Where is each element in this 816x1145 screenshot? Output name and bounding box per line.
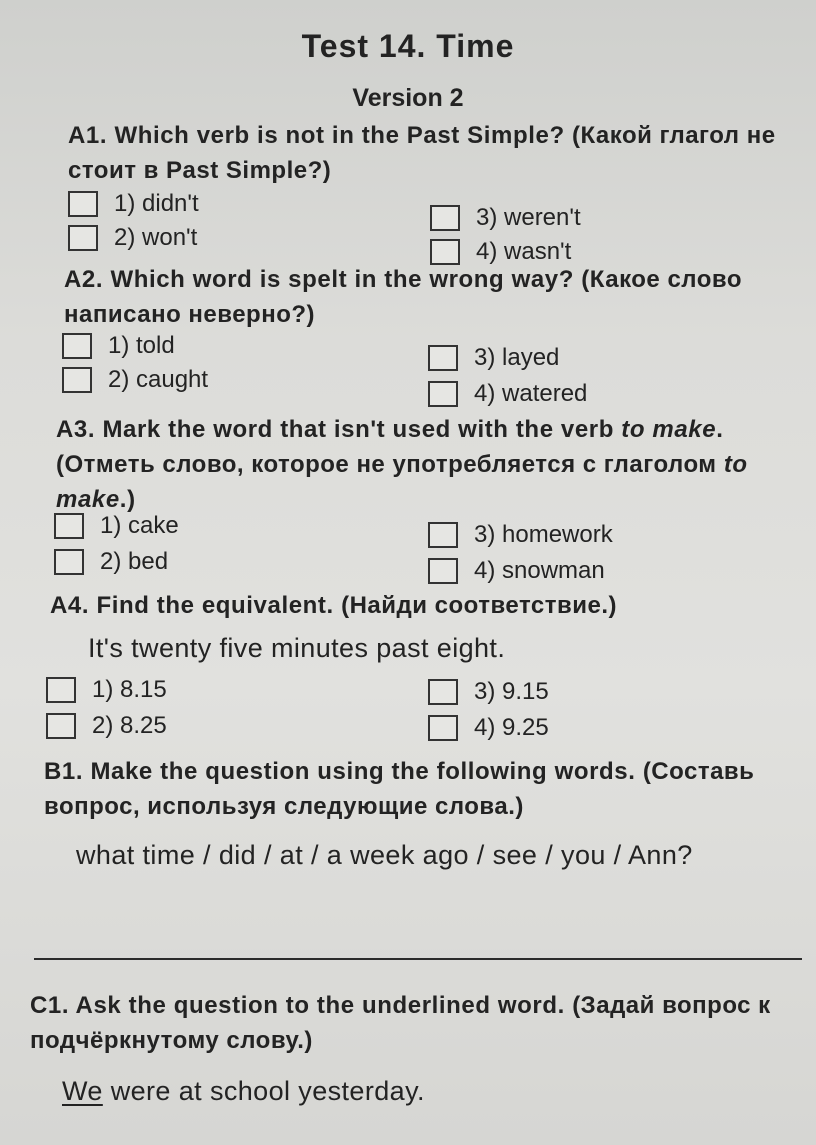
verb-italic: to make	[621, 416, 717, 443]
question-text-en: Make the question using the following words.	[90, 758, 636, 785]
checkbox[interactable]	[428, 558, 458, 584]
answer-option-a3-2[interactable]: 2) bed	[54, 548, 168, 576]
answer-option-a3-4[interactable]: 4) snowman	[428, 557, 605, 585]
answer-option-a4-4[interactable]: 4) 9.25	[428, 714, 549, 742]
b1-word-prompt: what time / did / at / a week ago / see / you / Ann?	[76, 840, 693, 870]
checkbox[interactable]	[54, 513, 84, 539]
checkbox[interactable]	[46, 677, 76, 703]
question-number: C1.	[30, 992, 70, 1019]
checkbox[interactable]	[428, 381, 458, 407]
underlined-word: We	[62, 1076, 103, 1106]
question-text-ru: (Отметь слово, которое не употребляется с глаголом	[56, 451, 717, 478]
answer-option-a2-3[interactable]: 3) layed	[428, 344, 559, 372]
question-text-ru: (Какой глагол не стоит в Past Simple?)	[68, 122, 776, 184]
checkbox[interactable]	[428, 345, 458, 371]
verb-italic-ru: to make	[56, 451, 748, 513]
answer-option-a1-1[interactable]: 1) didn't	[68, 190, 199, 218]
checkbox[interactable]	[428, 715, 458, 741]
answer-option-a1-4[interactable]: 4) wasn't	[430, 238, 571, 266]
question-text-ru: (Составь вопрос, используя следующие слова.)	[44, 758, 755, 820]
test-version: Version 2	[352, 84, 464, 112]
answer-option-a3-3[interactable]: 3) homework	[428, 521, 613, 549]
answer-option-a3-1[interactable]: 1) cake	[54, 512, 179, 540]
question-text-en: Find the equivalent.	[96, 592, 334, 619]
c1-sentence	[62, 1076, 425, 1107]
question-number: A3.	[56, 416, 96, 443]
question-a1	[68, 118, 788, 188]
checkbox[interactable]	[46, 713, 76, 739]
question-a2	[64, 262, 784, 332]
answer-option-a2-1[interactable]: 1) told	[62, 332, 175, 360]
answer-option-a4-1[interactable]: 1) 8.15	[46, 676, 167, 704]
question-text-en: Which verb is not in the Past Simple?	[114, 122, 565, 149]
checkbox[interactable]	[62, 333, 92, 359]
question-a3: A3. Mark the word that isn't used with the verb to make. (Отметь слово, которое не употребляется с глаголом to make.)	[56, 416, 748, 513]
checkbox[interactable]	[428, 522, 458, 548]
question-text-en: Which word is spelt in the wrong way?	[110, 266, 575, 293]
answer-option-a1-3[interactable]: 3) weren't	[430, 204, 581, 232]
test-title: Test 14. Time	[301, 28, 515, 64]
question-text-ru: (Какое слово написано неверно?)	[64, 266, 742, 328]
checkbox[interactable]	[62, 367, 92, 393]
question-c1	[30, 988, 806, 1058]
question-text-en: Ask the question to the underlined word.	[75, 992, 565, 1019]
question-number: A1.	[68, 122, 108, 149]
answer-option-a4-3[interactable]: 3) 9.15	[428, 678, 549, 706]
question-text-en: Mark the word that isn't used with the verb	[102, 416, 615, 443]
answer-option-a1-2[interactable]: 2) won't	[68, 224, 197, 252]
checkbox[interactable]	[430, 205, 460, 231]
answer-line[interactable]	[34, 958, 802, 960]
a4-sentence: It's twenty five minutes past eight.	[88, 633, 506, 663]
checkbox[interactable]	[68, 191, 98, 217]
sentence-rest: were at school yesterday.	[110, 1076, 425, 1106]
answer-option-a2-4[interactable]: 4) watered	[428, 380, 587, 408]
question-number: B1.	[44, 758, 84, 785]
question-number: A2.	[64, 266, 104, 293]
question-text-ru: (Найди соответствие.)	[341, 592, 618, 619]
answer-option-a4-2[interactable]: 2) 8.25	[46, 712, 167, 740]
checkbox[interactable]	[54, 549, 84, 575]
question-text-ru: (Задай вопрос к подчёркнутому слову.)	[30, 992, 771, 1054]
question-a4	[50, 588, 770, 623]
checkbox[interactable]	[68, 225, 98, 251]
checkbox[interactable]	[428, 679, 458, 705]
question-b1	[44, 754, 804, 824]
question-number: A4.	[50, 592, 90, 619]
answer-option-a2-2[interactable]: 2) caught	[62, 366, 208, 394]
